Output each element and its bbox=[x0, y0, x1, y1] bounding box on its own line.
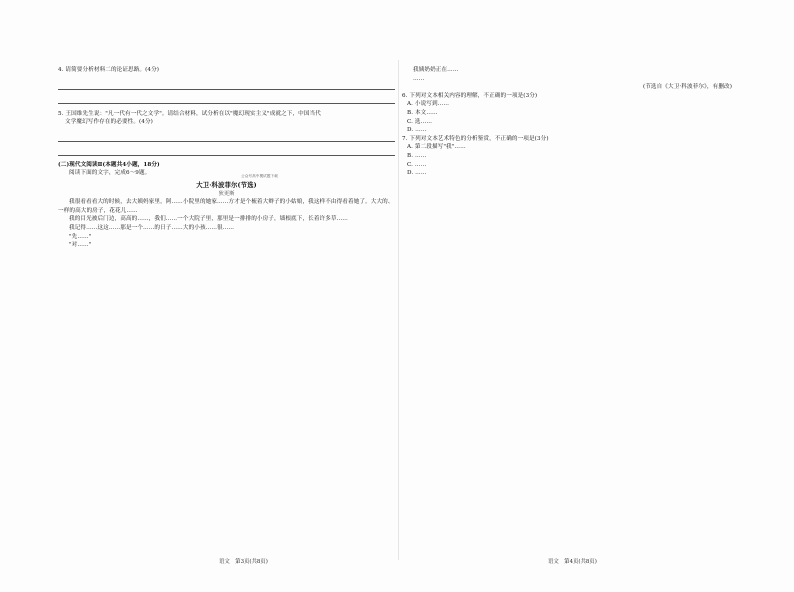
option-7-a: A. 第二段描写"我"…… bbox=[407, 144, 466, 151]
option-6-c: C. 选…… bbox=[407, 118, 433, 125]
section-heading: (二)现代文阅读Ⅱ(本题共4小题，18分) bbox=[58, 161, 160, 168]
question-6: 6. 下列对文本相关内容的理解，不正确的一项是(3分) bbox=[402, 92, 538, 99]
question-7: 7. 下列对文本艺术特色的分析鉴赏，不正确的一项是(3分) bbox=[402, 135, 549, 142]
answer-line bbox=[58, 91, 395, 104]
right-page bbox=[402, 66, 738, 556]
option-7-b: B. …… bbox=[407, 152, 427, 159]
option-6-b: B. 本文…… bbox=[407, 109, 438, 116]
dialogue-line: "对……" bbox=[69, 242, 92, 249]
reading-instruction: 阅读下面的文字，完成6～9题。 bbox=[69, 170, 151, 177]
story-title: 大卫·科波菲尔(节选) bbox=[196, 180, 257, 189]
page-footer-right: 语文 第4页(共8页) bbox=[548, 559, 597, 565]
option-6-d: D. …… bbox=[407, 127, 427, 134]
option-7-d: D. …… bbox=[407, 170, 427, 177]
story-paragraph: 我的目光被后门边，高高的……，我们……一个大院子里，那里是一排排的小房子，墙根底下，长着许多草…… bbox=[69, 216, 348, 223]
page-footer-left: 语文 第3页(共8页) bbox=[219, 559, 268, 565]
answer-line bbox=[58, 129, 395, 142]
watermark-stamp: 公众号高中模试题下载 bbox=[241, 173, 278, 178]
option-6-a: A. 小说写到…… bbox=[407, 101, 450, 108]
story-paragraph: 我记得……这这……那是一个……的日子……大的小孩……很…… bbox=[69, 224, 235, 231]
story-paragraph: 我姨奶奶正在…… bbox=[413, 67, 459, 73]
story-paragraph: 我很看看看大的时候，去大姨妈家里，阿……小院里的她家……方才是个梳着大辫子的小姑娘，我这样不由得看着她了。大大的、一样的高大的房子，花花儿…… bbox=[58, 199, 394, 214]
answer-line bbox=[58, 143, 395, 156]
story-paragraph: …… bbox=[413, 75, 425, 82]
dialogue-line: "先……" bbox=[69, 233, 92, 240]
answer-line bbox=[58, 77, 395, 90]
left-page bbox=[58, 66, 395, 556]
page-divider bbox=[398, 60, 399, 560]
story-source: (节选自《大卫·科波菲尔》，有删改) bbox=[642, 84, 732, 91]
question-4: 4. 请简要分析材料二的论证思路。(4分) bbox=[58, 67, 160, 73]
question-5-line-2: 文学魔幻写作存在的必要性。(4分) bbox=[65, 119, 153, 126]
question-5-line-1: 5. 王国维先生说："凡一代有一代之文学"。请结合材料，试分析在以"魔幻现实主义"成就之下，中国当代 bbox=[58, 110, 321, 117]
story-author: 狄更斯 bbox=[218, 190, 235, 197]
option-7-c: C. …… bbox=[407, 161, 427, 168]
